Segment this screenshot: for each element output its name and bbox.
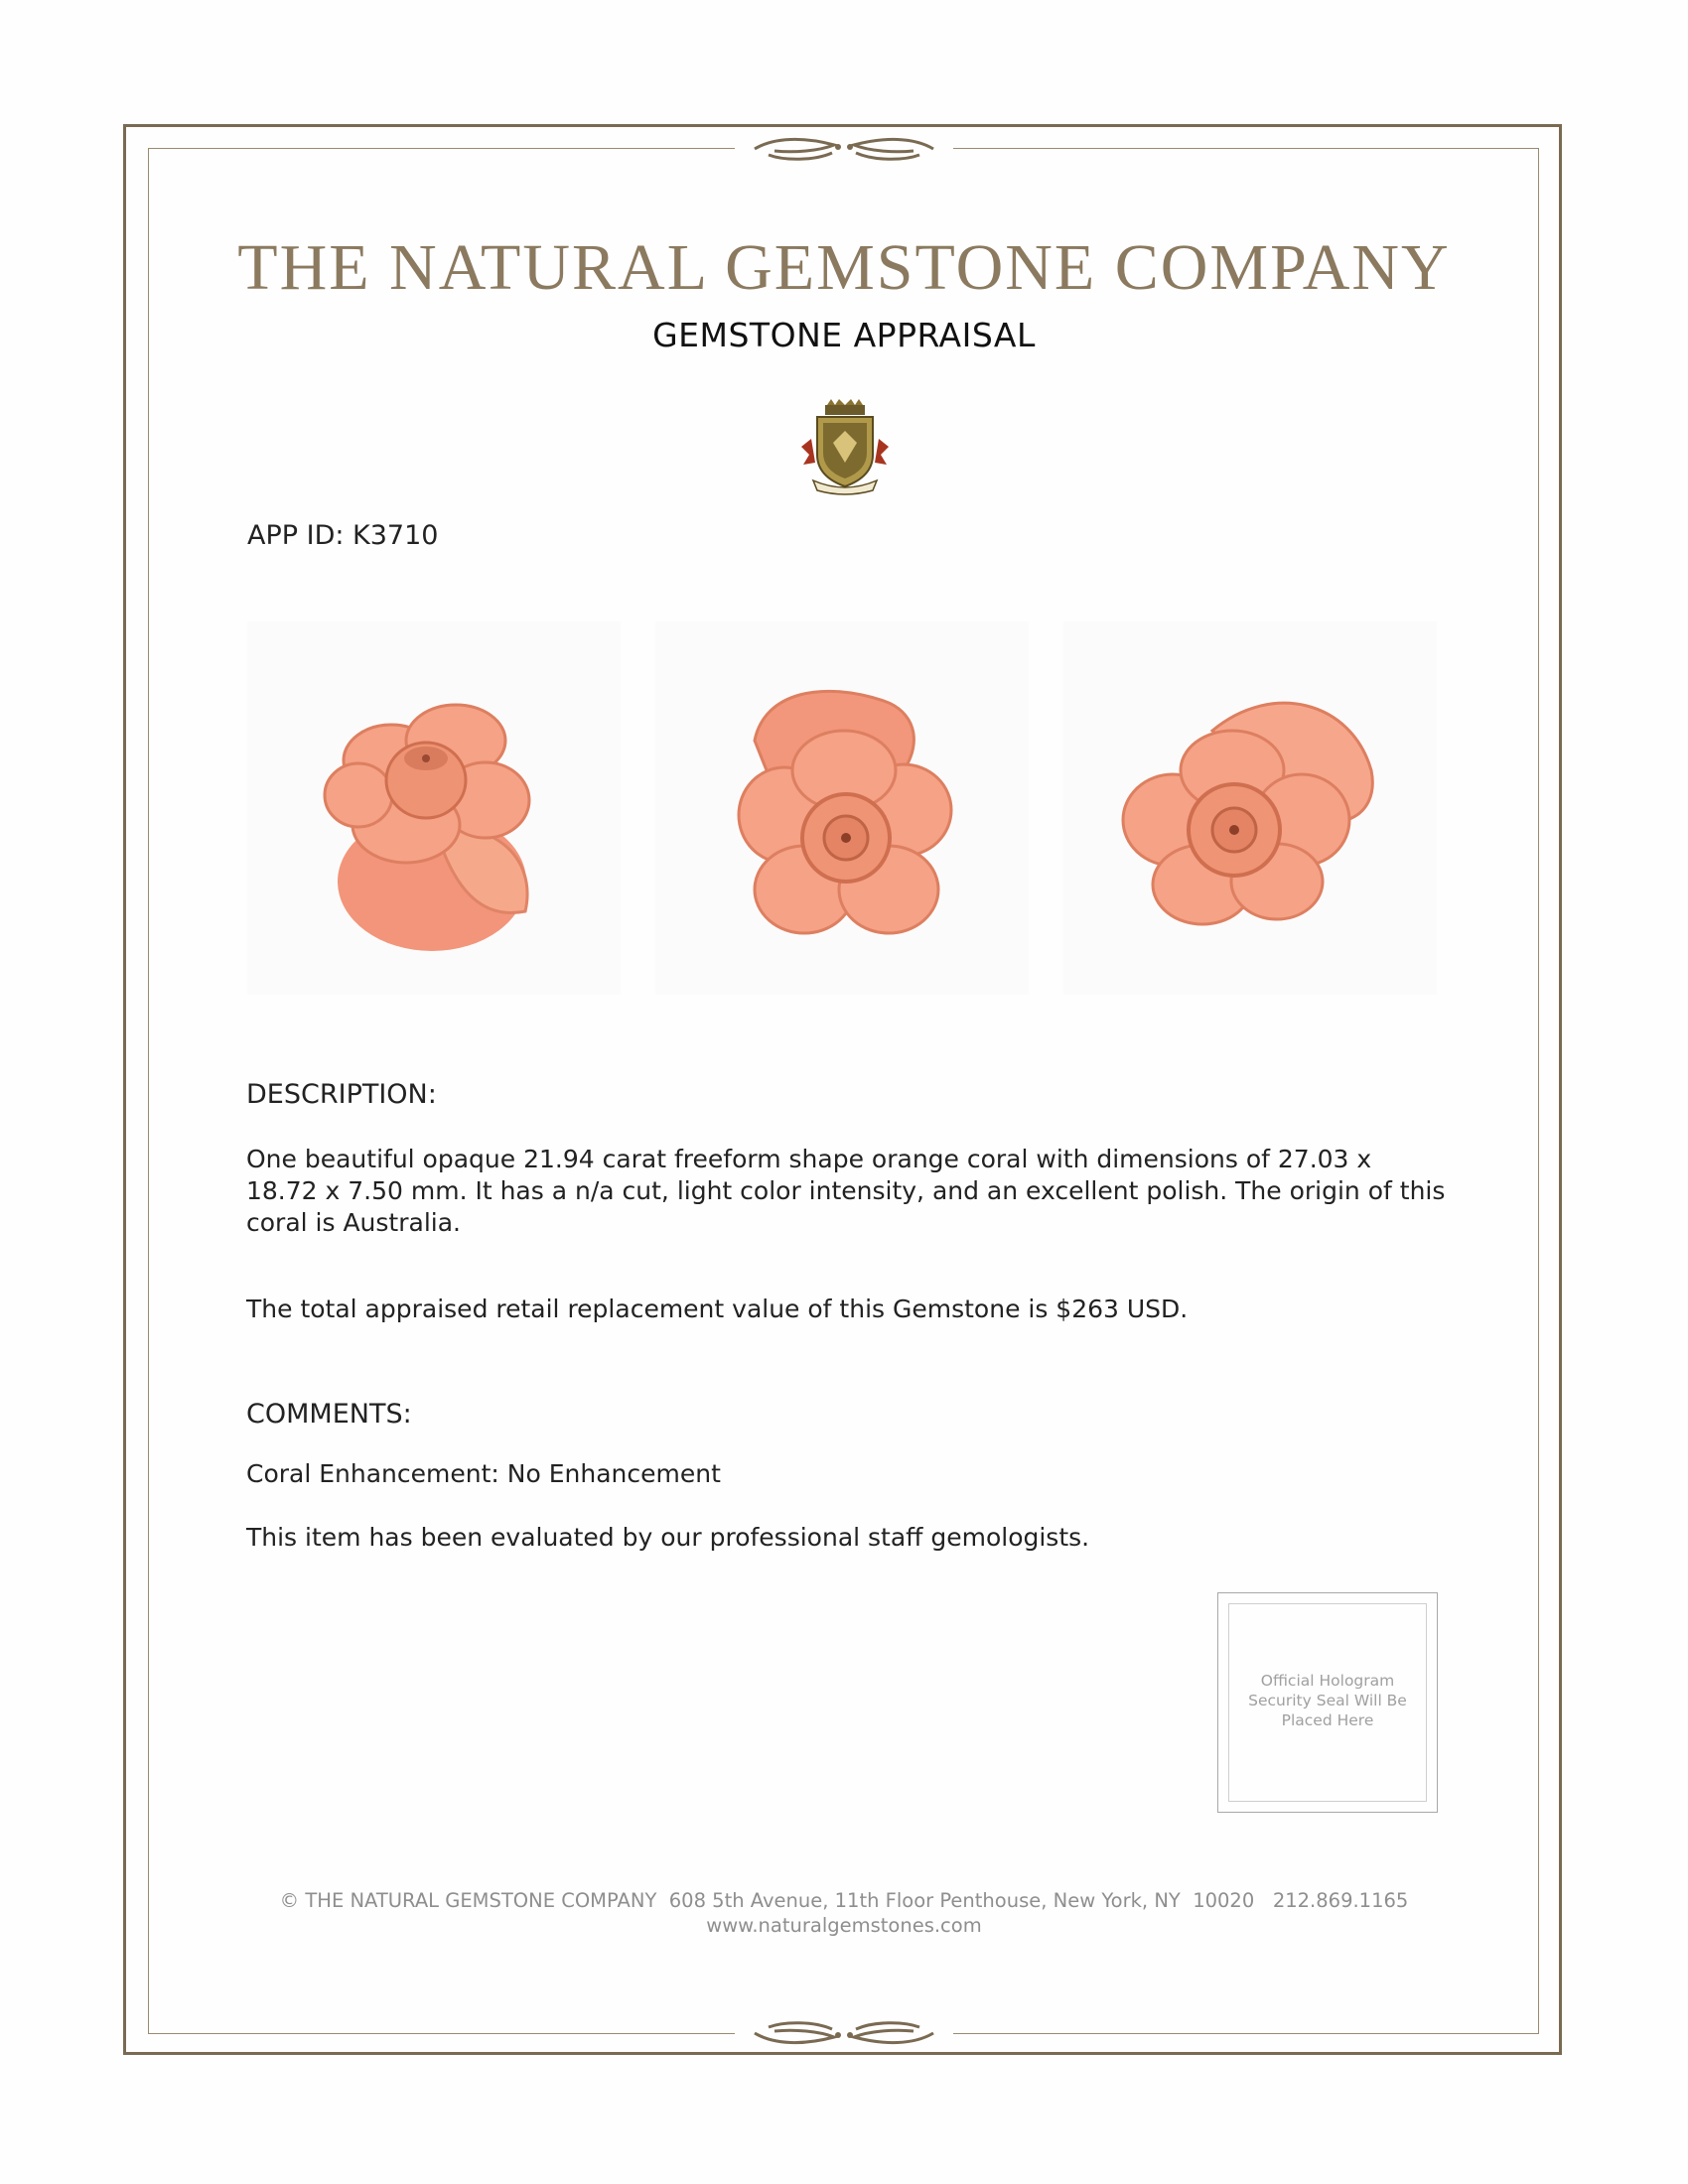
footer-website[interactable]: www.naturalgemstones.com <box>706 1914 982 1937</box>
footer-address: © THE NATURAL GEMSTONE COMPANY 608 5th Avenue, 11th Floor Penthouse, New York, NY 10020 212.869.1165 <box>279 1889 1409 1912</box>
description-heading: DESCRIPTION: <box>246 1079 437 1110</box>
comments-heading: COMMENTS: <box>246 1399 412 1430</box>
company-name: THE NATURAL GEMSTONE COMPANY <box>237 231 1451 304</box>
evaluation-text: This item has been evaluated by our professional staff gemologists. <box>246 1523 1090 1552</box>
hologram-seal-placeholder <box>1217 1592 1438 1813</box>
app-id: APP ID: K3710 <box>247 520 439 551</box>
coral-photo-3 <box>1063 621 1437 995</box>
bottom-ornament <box>735 2015 953 2051</box>
appraised-value: The total appraised retail replacement value of this Gemstone is $263 USD. <box>246 1295 1189 1323</box>
coral-photo-2 <box>655 621 1029 995</box>
coral-photo-1 <box>247 621 621 995</box>
description-text: One beautiful opaque 21.94 carat freeform shape orange coral with dimensions of 27.03 x 18.72 x 7.50 mm. It has a n/a cut, light color intensity, and an excellent polish. The origin of this coral is Australia. <box>246 1145 1446 1237</box>
seal-text: Official Hologram Security Seal Will Be Placed Here <box>1248 1672 1407 1729</box>
document-title: GEMSTONE APPRAISAL <box>652 316 1036 354</box>
enhancement-text: Coral Enhancement: No Enhancement <box>246 1459 721 1488</box>
crest-logo <box>799 399 891 496</box>
top-ornament <box>735 131 953 167</box>
